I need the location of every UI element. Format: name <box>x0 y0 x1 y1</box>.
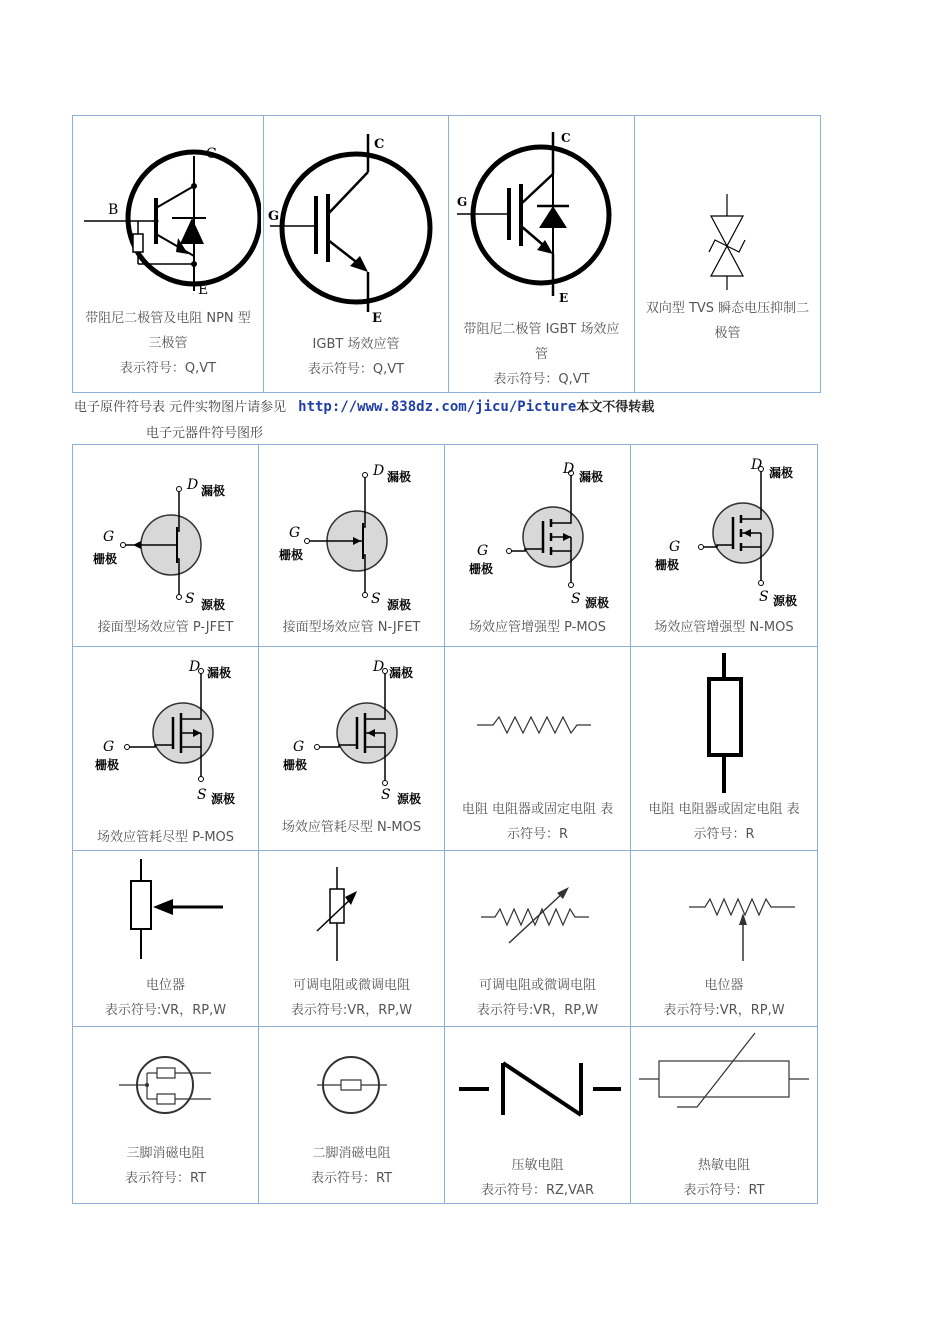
cell-p-jfet: D 漏极 G 栅极 S 源极 接面型场效应管 P-JFET <box>73 445 259 647</box>
gate-label: G <box>268 209 280 224</box>
cell-igbt <box>264 116 449 393</box>
collector-label: C <box>205 146 217 162</box>
collector-label: C <box>374 137 385 152</box>
cell-igbt-damper <box>449 116 635 393</box>
resistor-zigzag-symbol <box>445 647 630 797</box>
cell-dep-p-mos: D 漏极 G 栅极 S 源极 场效应管耗尽型 P-MOS <box>73 647 259 851</box>
caption: 可调电阻或微调电阻 表示符号:VR，RP,W <box>476 978 599 1018</box>
caption: 双向型 TVS 瞬态电压抑制二 极管 <box>645 301 810 341</box>
enhancement-p-mos-symbol <box>445 445 630 615</box>
caption: 电位器 表示符号:VR，RP,W <box>663 978 785 1018</box>
caption: 带阻尼二极管 IGBT 场效应 管 表示符号：Q,VT <box>463 322 620 387</box>
gate-label: G <box>457 195 468 209</box>
three-pin-degaussing-resistor-symbol <box>73 1027 258 1141</box>
svg-text:漏极: 漏极 <box>201 484 226 498</box>
bidirectional-tvs-diode-symbol <box>635 116 820 296</box>
depletion-p-mos-symbol <box>73 647 258 817</box>
svg-text:G: G <box>103 529 115 545</box>
enhancement-n-mos-symbol <box>631 445 817 615</box>
svg-text:S: S <box>185 591 195 607</box>
cell-enh-p-mos: D 漏极 G 栅极 S 源极 场效应管增强型 P-MOS <box>445 445 631 647</box>
svg-text:S: S <box>197 787 207 803</box>
svg-text:D: D <box>373 463 385 479</box>
caption: 电阻 电阻器或固定电阻 表 示符号：R <box>648 802 800 842</box>
resistor-box-symbol <box>631 647 817 797</box>
svg-text:漏极: 漏极 <box>579 470 604 484</box>
picture-url-link[interactable]: http://www.838dz.com/jicu/Picture <box>298 399 577 415</box>
section-subheading: 电子元器件符号图形 <box>146 426 264 441</box>
svg-text:源极: 源极 <box>211 792 236 806</box>
base-label: B <box>107 202 118 218</box>
emitter-label: E <box>372 311 382 326</box>
svg-text:S: S <box>759 589 769 605</box>
depletion-n-mos-symbol <box>259 647 444 815</box>
cell-tvs-diode <box>635 116 821 393</box>
svg-text:栅极: 栅极 <box>279 548 304 562</box>
cell-two-pin-degauss <box>259 1027 445 1204</box>
svg-text:G: G <box>669 539 681 555</box>
cell-varistor <box>445 1027 631 1204</box>
svg-text:漏极: 漏极 <box>387 470 412 484</box>
caption: 压敏电阻 表示符号：RZ,VAR <box>480 1158 595 1198</box>
svg-text:源极: 源极 <box>585 596 610 610</box>
svg-text:G: G <box>103 739 115 755</box>
svg-text:D: D <box>373 659 385 675</box>
svg-text:漏极: 漏极 <box>769 466 794 480</box>
svg-text:D: D <box>563 461 575 477</box>
cell-three-pin-degauss <box>73 1027 259 1204</box>
reference-notice: 电子原件符号表 元件实物图片请参见 http://www.838dz.com/jicu/Picture本文不得转载 <box>74 399 655 415</box>
n-jfet-symbol <box>259 445 444 615</box>
cell-thermistor <box>631 1027 818 1204</box>
cell-enh-n-mos: D 漏极 G 栅极 S 源极 场效应管增强型 N-MOS <box>631 445 818 647</box>
varistor-symbol <box>445 1027 630 1153</box>
svg-text:源极: 源极 <box>201 598 226 612</box>
cell-trimmer-box <box>259 851 445 1027</box>
cell-trimmer-zigzag <box>445 851 631 1027</box>
caption: 热敏电阻 表示符号：RT <box>683 1158 765 1198</box>
caption: 电阻 电阻器或固定电阻 表 示符号：R <box>461 802 614 842</box>
caption: 可调电阻或微调电阻 表示符号:VR，RP,W <box>290 978 413 1018</box>
potentiometer-zigzag-symbol <box>631 851 817 973</box>
caption: 三脚消磁电阻 表示符号：RT <box>124 1146 207 1186</box>
cell-potentiometer-box <box>73 851 259 1027</box>
svg-text:源极: 源极 <box>397 792 422 806</box>
cell-dep-n-mos: D 漏极 G 栅极 S 源极 场效应管耗尽型 N-MOS <box>259 647 445 851</box>
transistor-symbol-table <box>72 115 821 393</box>
svg-text:D: D <box>187 477 199 493</box>
cell-potentiometer-zigzag <box>631 851 818 1027</box>
svg-text:栅极: 栅极 <box>95 758 120 772</box>
emitter-label: E <box>559 291 569 305</box>
svg-text:源极: 源极 <box>387 598 412 612</box>
caption: 二脚消磁电阻 表示符号：RT <box>310 1146 393 1186</box>
svg-text:S: S <box>381 787 391 803</box>
component-symbol-table <box>72 444 818 1204</box>
svg-text:G: G <box>477 543 489 559</box>
variable-resistor-box-symbol <box>259 851 444 973</box>
svg-text:S: S <box>571 591 581 607</box>
svg-text:G: G <box>289 525 301 541</box>
svg-text:源极: 源极 <box>773 594 798 608</box>
svg-text:栅极: 栅极 <box>93 552 118 566</box>
svg-text:栅极: 栅极 <box>655 558 680 572</box>
collector-label: C <box>561 131 571 145</box>
svg-text:漏极: 漏极 <box>389 666 414 680</box>
caption: 带阻尼二极管及电阻 NPN 型 三极管 表示符号：Q,VT <box>85 311 251 376</box>
svg-text:栅极: 栅极 <box>469 562 494 576</box>
thermistor-symbol <box>631 1027 817 1153</box>
cell-n-jfet: D 漏极 G 栅极 S 源极 接面型场效应管 N-JFET <box>259 445 445 647</box>
caption: 电位器 表示符号:VR，RP,W <box>104 978 227 1018</box>
cell-resistor-zigzag <box>445 647 631 851</box>
cell-resistor-box <box>631 647 818 851</box>
svg-text:G: G <box>293 739 305 755</box>
variable-resistor-zigzag-symbol <box>445 851 630 973</box>
igbt-symbol <box>264 116 448 326</box>
emitter-label: E <box>197 282 208 298</box>
igbt-damper-diode-symbol <box>449 116 634 311</box>
cell-npn-damper <box>73 116 264 393</box>
caption: IGBT 场效应管 表示符号：Q,VT <box>307 337 405 377</box>
p-jfet-symbol <box>73 445 258 615</box>
two-pin-degaussing-resistor-symbol <box>259 1027 444 1141</box>
svg-text:栅极: 栅极 <box>283 758 308 772</box>
npn-damper-diode-resistor-symbol <box>76 116 261 306</box>
svg-text:D: D <box>189 659 201 675</box>
svg-text:漏极: 漏极 <box>207 666 232 680</box>
potentiometer-box-symbol <box>73 851 258 973</box>
svg-text:S: S <box>371 591 381 607</box>
svg-text:D: D <box>751 457 763 473</box>
